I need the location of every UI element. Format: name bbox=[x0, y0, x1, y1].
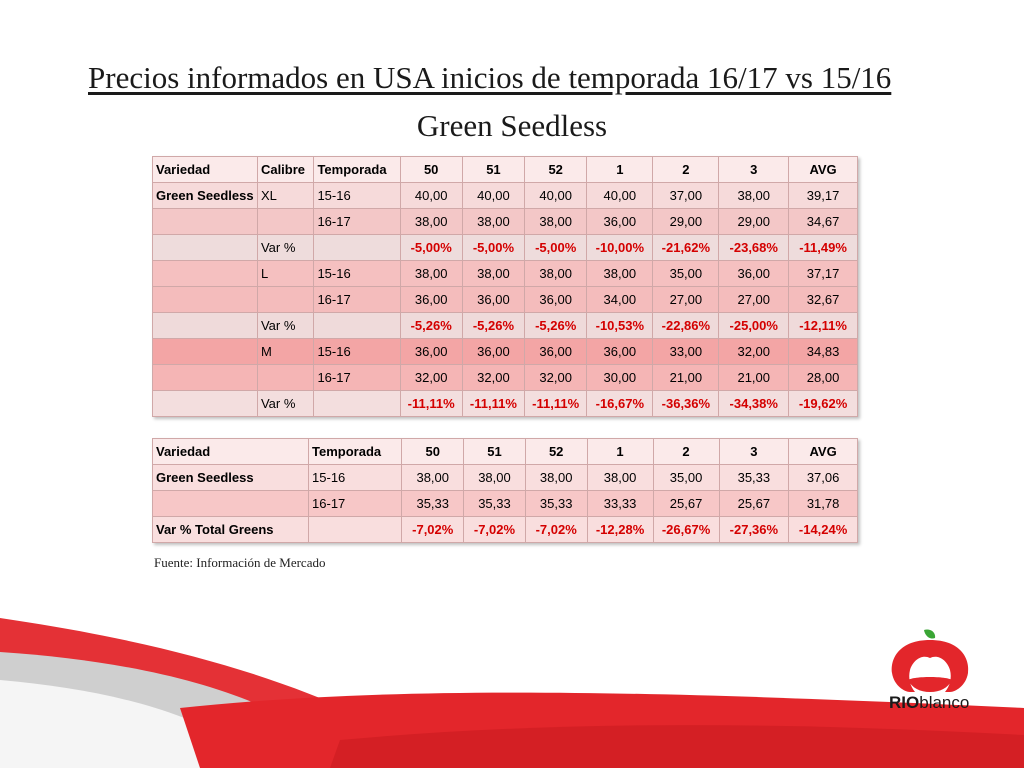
price-cell: 25,67 bbox=[720, 491, 790, 517]
var-pct-cell: -21,62% bbox=[653, 235, 719, 261]
var-pct-cell: -5,00% bbox=[463, 235, 525, 261]
header-cell: 2 bbox=[653, 156, 719, 183]
price-cell: 37,17 bbox=[789, 261, 858, 287]
header-cell: 2 bbox=[654, 438, 720, 465]
var-pct-cell: -11,49% bbox=[789, 235, 858, 261]
variedad-cell bbox=[152, 339, 258, 365]
temporada-cell: 16-17 bbox=[314, 365, 400, 391]
header-cell: 52 bbox=[526, 438, 588, 465]
table-row bbox=[152, 183, 858, 209]
table-row bbox=[152, 339, 858, 365]
calibre-cell bbox=[258, 287, 315, 313]
var-pct-cell: -7,02% bbox=[464, 517, 526, 543]
price-cell: 35,00 bbox=[654, 465, 720, 491]
header-cell: Temporada bbox=[314, 156, 400, 183]
price-cell: 33,00 bbox=[653, 339, 719, 365]
price-cell: 36,00 bbox=[525, 339, 587, 365]
title-line-2: Green Seedless bbox=[416, 108, 608, 143]
temporada-cell: 16-17 bbox=[314, 209, 400, 235]
temporada-cell bbox=[314, 235, 400, 261]
title-line-1: Precios informados en USA inicios de temporada 16/17 vs 15/16 bbox=[88, 60, 892, 95]
price-cell: 37,06 bbox=[789, 465, 858, 491]
price-cell: 36,00 bbox=[401, 339, 463, 365]
price-cell: 39,17 bbox=[789, 183, 858, 209]
variedad-cell: Var % Total Greens bbox=[152, 517, 309, 543]
var-pct-cell: -34,38% bbox=[719, 391, 789, 417]
price-cell: 34,67 bbox=[789, 209, 858, 235]
header-row bbox=[152, 438, 858, 465]
var-pct-cell: -12,11% bbox=[789, 313, 858, 339]
header-cell: 1 bbox=[588, 438, 654, 465]
price-cell: 38,00 bbox=[402, 465, 464, 491]
price-cell: 27,00 bbox=[653, 287, 719, 313]
temporada-cell bbox=[314, 313, 400, 339]
var-pct-cell: -5,26% bbox=[463, 313, 525, 339]
price-cell: 33,33 bbox=[588, 491, 654, 517]
table-row bbox=[152, 287, 858, 313]
price-cell: 35,33 bbox=[464, 491, 526, 517]
price-cell: 36,00 bbox=[463, 287, 525, 313]
calibre-cell: Var % bbox=[258, 235, 315, 261]
table-row bbox=[152, 491, 858, 517]
price-cell: 36,00 bbox=[587, 339, 653, 365]
var-pct-cell: -7,02% bbox=[402, 517, 464, 543]
table-row bbox=[152, 235, 858, 261]
table-row bbox=[152, 465, 858, 491]
var-pct-cell: -5,26% bbox=[525, 313, 587, 339]
header-cell: 3 bbox=[720, 438, 790, 465]
temporada-cell bbox=[314, 391, 400, 417]
price-cell: 29,00 bbox=[719, 209, 789, 235]
variedad-cell bbox=[152, 287, 258, 313]
variedad-cell bbox=[152, 261, 258, 287]
header-cell: 51 bbox=[463, 156, 525, 183]
var-pct-cell: -5,00% bbox=[401, 235, 463, 261]
price-cell: 21,00 bbox=[719, 365, 789, 391]
header-cell: AVG bbox=[789, 438, 858, 465]
price-cell: 35,00 bbox=[653, 261, 719, 287]
price-cell: 36,00 bbox=[719, 261, 789, 287]
price-cell: 38,00 bbox=[401, 209, 463, 235]
price-cell: 32,67 bbox=[789, 287, 858, 313]
temporada-cell: 15-16 bbox=[314, 339, 400, 365]
variedad-cell bbox=[152, 235, 258, 261]
price-cell: 38,00 bbox=[588, 465, 654, 491]
temporada-cell: 16-17 bbox=[309, 491, 402, 517]
logo-text-bold: RIO bbox=[889, 693, 920, 712]
price-cell: 27,00 bbox=[719, 287, 789, 313]
price-cell: 38,00 bbox=[401, 261, 463, 287]
temporada-cell: 15-16 bbox=[314, 261, 400, 287]
price-cell: 36,00 bbox=[463, 339, 525, 365]
variedad-cell bbox=[152, 209, 258, 235]
calibre-cell: L bbox=[258, 261, 315, 287]
logo-text-light: blanco bbox=[919, 693, 970, 712]
header-cell: Temporada bbox=[309, 438, 402, 465]
var-pct-cell: -27,36% bbox=[720, 517, 790, 543]
price-cell: 38,00 bbox=[463, 261, 525, 287]
price-cell: 38,00 bbox=[525, 261, 587, 287]
var-pct-cell: -10,53% bbox=[587, 313, 653, 339]
price-cell: 32,00 bbox=[401, 365, 463, 391]
var-pct-cell: -25,00% bbox=[719, 313, 789, 339]
price-cell: 28,00 bbox=[789, 365, 858, 391]
price-cell: 34,00 bbox=[587, 287, 653, 313]
var-pct-cell: -22,86% bbox=[653, 313, 719, 339]
price-cell: 40,00 bbox=[525, 183, 587, 209]
table-row bbox=[152, 391, 858, 417]
calibre-cell: XL bbox=[258, 183, 315, 209]
var-pct-cell: -5,26% bbox=[401, 313, 463, 339]
var-pct-cell: -7,02% bbox=[526, 517, 588, 543]
table-row bbox=[152, 313, 858, 339]
price-cell: 34,83 bbox=[789, 339, 858, 365]
calibre-cell bbox=[258, 365, 315, 391]
calibre-cell: Var % bbox=[258, 313, 315, 339]
price-cell: 38,00 bbox=[587, 261, 653, 287]
price-cell: 21,00 bbox=[653, 365, 719, 391]
header-cell: 50 bbox=[402, 438, 464, 465]
header-cell: Variedad bbox=[152, 438, 309, 465]
header-row bbox=[152, 156, 858, 183]
header-cell: Calibre bbox=[258, 156, 315, 183]
price-cell: 29,00 bbox=[653, 209, 719, 235]
table-row bbox=[152, 517, 858, 543]
price-table-by-calibre bbox=[152, 156, 858, 417]
temporada-cell bbox=[309, 517, 402, 543]
variedad-cell bbox=[152, 313, 258, 339]
calibre-cell: M bbox=[258, 339, 315, 365]
var-pct-cell: -11,11% bbox=[401, 391, 463, 417]
price-cell: 40,00 bbox=[401, 183, 463, 209]
table-row bbox=[152, 209, 858, 235]
price-cell: 36,00 bbox=[401, 287, 463, 313]
price-cell: 38,00 bbox=[719, 183, 789, 209]
price-cell: 35,33 bbox=[720, 465, 790, 491]
table-row bbox=[152, 261, 858, 287]
price-cell: 32,00 bbox=[463, 365, 525, 391]
price-cell: 40,00 bbox=[463, 183, 525, 209]
var-pct-cell: -19,62% bbox=[789, 391, 858, 417]
price-cell: 38,00 bbox=[463, 209, 525, 235]
price-cell: 36,00 bbox=[525, 287, 587, 313]
price-cell: 36,00 bbox=[587, 209, 653, 235]
header-cell: Variedad bbox=[152, 156, 258, 183]
var-pct-cell: -26,67% bbox=[654, 517, 720, 543]
var-pct-cell: -36,36% bbox=[653, 391, 719, 417]
price-cell: 38,00 bbox=[525, 209, 587, 235]
var-pct-cell: -10,00% bbox=[587, 235, 653, 261]
price-table-total-greens bbox=[152, 438, 858, 543]
price-cell: 38,00 bbox=[526, 465, 588, 491]
header-cell: 51 bbox=[464, 438, 526, 465]
price-cell: 25,67 bbox=[654, 491, 720, 517]
calibre-cell: Var % bbox=[258, 391, 315, 417]
background-swoosh bbox=[0, 590, 1024, 768]
var-pct-cell: -5,00% bbox=[525, 235, 587, 261]
temporada-cell: 15-16 bbox=[314, 183, 400, 209]
header-cell: AVG bbox=[789, 156, 858, 183]
calibre-cell bbox=[258, 209, 315, 235]
variedad-cell bbox=[152, 491, 309, 517]
price-cell: 35,33 bbox=[526, 491, 588, 517]
var-pct-cell: -23,68% bbox=[719, 235, 789, 261]
price-cell: 37,00 bbox=[653, 183, 719, 209]
rioblanco-wordmark bbox=[889, 693, 969, 713]
price-cell: 40,00 bbox=[587, 183, 653, 209]
var-pct-cell: -11,11% bbox=[525, 391, 587, 417]
var-pct-cell: -11,11% bbox=[463, 391, 525, 417]
price-cell: 30,00 bbox=[587, 365, 653, 391]
var-pct-cell: -12,28% bbox=[588, 517, 654, 543]
header-cell: 3 bbox=[719, 156, 789, 183]
variedad-cell: Green Seedless bbox=[152, 183, 258, 209]
temporada-cell: 15-16 bbox=[309, 465, 402, 491]
table-row bbox=[152, 365, 858, 391]
header-cell: 52 bbox=[525, 156, 587, 183]
var-pct-cell: -16,67% bbox=[587, 391, 653, 417]
var-pct-cell: -14,24% bbox=[789, 517, 858, 543]
variedad-cell bbox=[152, 365, 258, 391]
price-cell: 38,00 bbox=[464, 465, 526, 491]
price-cell: 32,00 bbox=[525, 365, 587, 391]
variedad-cell: Green Seedless bbox=[152, 465, 309, 491]
header-cell: 1 bbox=[587, 156, 653, 183]
temporada-cell: 16-17 bbox=[314, 287, 400, 313]
price-cell: 35,33 bbox=[402, 491, 464, 517]
source-note: Fuente: Información de Mercado bbox=[154, 555, 326, 570]
price-cell: 31,78 bbox=[789, 491, 858, 517]
header-cell: 50 bbox=[401, 156, 463, 183]
variedad-cell bbox=[152, 391, 258, 417]
price-cell: 32,00 bbox=[719, 339, 789, 365]
